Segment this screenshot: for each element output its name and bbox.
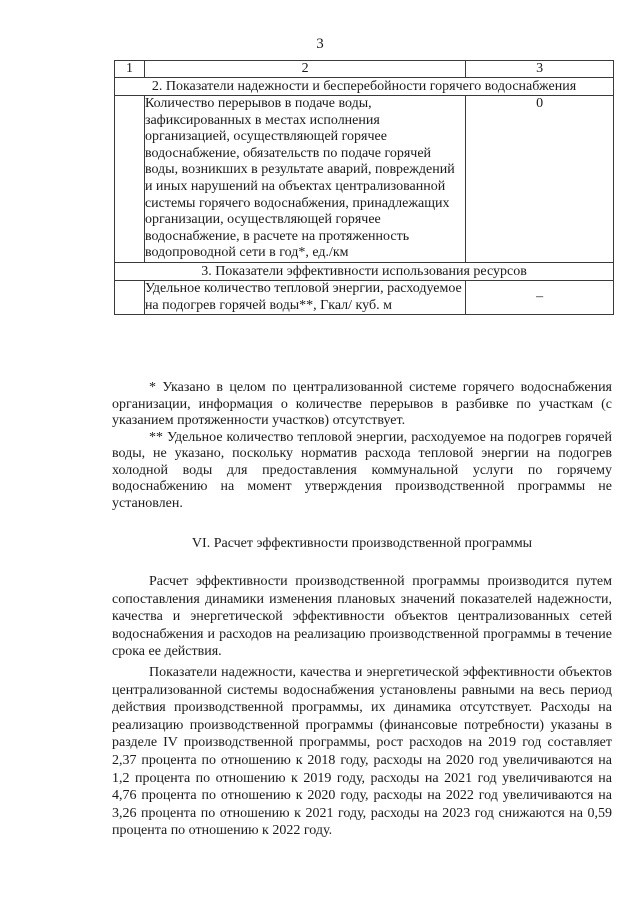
row-number-cell [115, 280, 145, 314]
table-row [115, 280, 614, 314]
interruptions-indicator-value: 0 [466, 96, 614, 263]
heat-energy-indicator-value: – [466, 280, 614, 314]
paragraph-1: Расчет эффективности производственной программы производится путем сопоставления динамики изменения плановых значений показателей надежности, качества и энергетической эффективности объектов централизованных сетей водоснабжения и расходов на реализацию производственной программы в течение срока ее действия. [112, 574, 612, 660]
row-number-cell [115, 96, 145, 263]
footnotes [112, 380, 612, 512]
section-2-row [115, 78, 614, 96]
section-3-title: 3. Показатели эффективности использования ресурсов [115, 262, 614, 280]
table-header-row [115, 61, 614, 78]
body-text [112, 573, 612, 843]
section-3-row [115, 262, 614, 280]
footnote-2: ** Удельное количество тепловой энергии, расходуемое на подогрев горячей воды, не указано, поскольку норматив расхода тепловой энергии на подогрев холодной воды для предоставления коммунальной услуги по горячему водоснабжению на момент утверждения производственной программы не установлен. [112, 429, 612, 511]
page-number: 3 [316, 36, 324, 52]
header-col-2: 2 [144, 61, 465, 78]
table-row [115, 96, 614, 263]
footnote-1: * Указано в целом по централизованной системе горячего водоснабжения организации, информация о количестве перерывов в разбивке по участкам (с указанием протяженности участков) отсутствует. [112, 380, 612, 428]
interruptions-indicator-text: Количество перерывов в подаче воды, зафиксированных в местах исполнения организацией, осуществляющей горячее водоснабжение, обязательств по подаче горячей воды, возникших в результате аварий, повреждений и иных нарушений на объектах централизованной системы горячего водоснабжения, принадлежащих организации, осуществляющей горячее водоснабжение, в расчете на протяженность водопроводной сети в год*, ед./км [144, 96, 465, 263]
section-heading: VI. Расчет эффективности производственной программы [191, 536, 533, 551]
indicators-table [114, 60, 614, 315]
header-col-1: 1 [115, 61, 145, 78]
heat-energy-indicator-text: Удельное количество тепловой энергии, расходуемое на подогрев горячей воды**, Гкал/ куб. м [144, 280, 465, 314]
paragraph-2: Показатели надежности, качества и энергетической эффективности объектов централизованной системы водоснабжения установлены равными на весь период действия производственной программы, их динамика отсутствует. Расходы на реализацию производственной программы (финансовые потребности) указаны в разделе IV производственной программы, рост расходов на 2019 год составляет 2,37 процента по отношению к 2018 году, расходы на 2020 год увеличиваются на 1,2 процента по отношению к 2019 году, расходы на 2021 год увеличиваются на 4,76 процента по отношению к 2020 году, расходы на 2022 год увеличиваются на 3,26 процента по отношению к 2021 году, расходы на 2023 год снижаются на 0,59 процента по отношению к 2022 году. [112, 664, 612, 839]
header-col-3: 3 [466, 61, 614, 78]
section-2-title: 2. Показатели надежности и бесперебойности горячего водоснабжения [115, 78, 614, 96]
